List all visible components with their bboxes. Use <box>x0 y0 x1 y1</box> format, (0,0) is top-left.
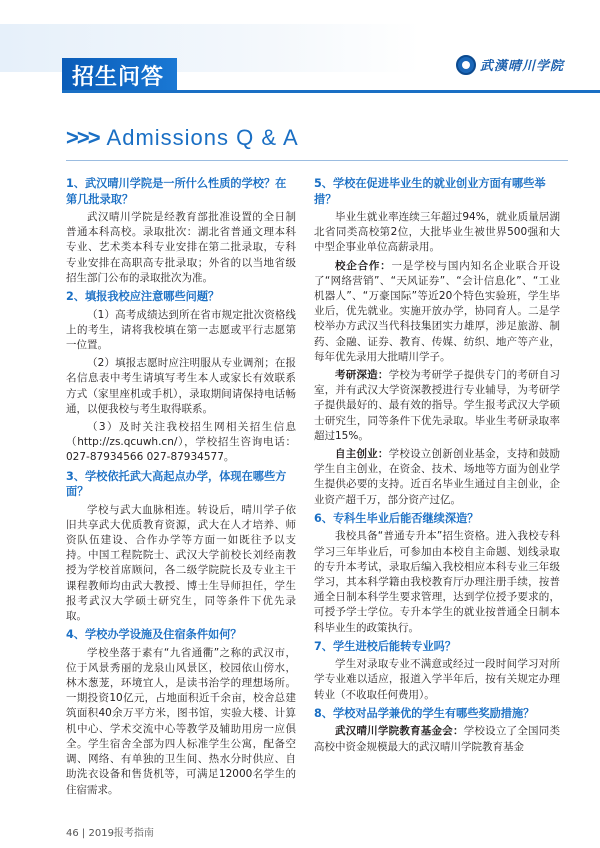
page-number: 46 <box>66 828 79 839</box>
answer-7: 学生对录取专业不满意或经过一段时间学习对所学专业难以适应，报道入学半年后，按有关规定办理转业（不收取任何费用）。 <box>314 658 560 701</box>
answer-5-keyword-2: 考研深造： <box>335 369 389 382</box>
answer-8-keyword: 武汉晴川学院教育基金会： <box>335 725 464 738</box>
question-7: 7、学生进校后能转专业吗？ <box>314 639 457 653</box>
question-5: 5、学校在促进毕业生的就业创业方面有哪些举措？ <box>314 177 546 206</box>
answer-8 <box>314 724 560 754</box>
answer-4: 学校坐落于素有“九省通衢”之称的武汉市，位于风景秀丽的龙泉山风景区，校园依山傍水，林木葱茏，环境宜人，是读书治学的理想场所。一期投资10亿元，占地面积近千余亩，校舍总建筑面积40余万平方米，图书馆，实验大楼、计算机中心、学术交流中心等教学及辅助用房一应俱全。学生宿舍全部为四人标准学生公寓，配备空调、网络、有单独的卫生间、热水分时供应、自助洗衣设备和售货机等，可满足12000名学生的住宿需求。 <box>66 646 296 796</box>
answer-5-text-4: 学校设立创新创业基金，支持和鼓励学生自主创业，在资金、技术、场地等方面为创业学生提供必要的支持。近百名毕业生通过自主创业，企业资产超千万，部分资产过亿。 <box>314 448 560 506</box>
page-title: 招生问答 <box>72 65 165 90</box>
answer-5-keyword-3: 自主创业： <box>335 448 389 461</box>
guide-name: 2019报考指南 <box>88 828 154 839</box>
question-3: 3、学校依托武大高起点办学，体现在哪些方面？ <box>66 469 287 499</box>
answer-5-text-2: 一是学校与国内知名企业联合开设了“网络营销”、“天风证券”、“会计信息化”、“工业机器人”、“万豪国际”等近20个特色实验班，学生毕业后，优先就业。实施开放办学，协同育人。二是学校举办方武汉当代科技集团实力雄厚，涉足旅游、制药、金融、证券、教育、传媒、纺织、地产等产业，每年优先录用大批晴川学子。 <box>314 259 561 363</box>
answer-2-part-1: （1）高考成绩达到所在省市规定批次资格线上的考生，请将我校填在第一志愿或平行志愿第一位置。 <box>66 308 296 351</box>
answer-3: 学校与武大血脉相连。转设后，晴川学子依旧共享武大优质教育资源，武大在人才培养、师资队伍建设、合作办学等方面一如既往予以支持。中国工程院院士、武汉大学前校长刘经南教授为学校首席顾问，各二级学院院长及专业主干课程教师均由武大教授、博士生导师担任，学生报考武汉大学硕士研究生，同等条件下优先录取。 <box>66 503 296 622</box>
answer-8-text: 学校设立了全国同类高校中资金规模最大的武汉晴川学院教育基金 <box>314 725 561 753</box>
section-title-text: Admissions Q & A <box>106 125 299 150</box>
answer-5-part-2 <box>314 259 560 365</box>
question-2: 2、填报我校应注意哪些问题？ <box>66 290 220 304</box>
footer-separator: | <box>81 828 86 839</box>
header-rule <box>62 90 600 93</box>
answer-5-part-3 <box>314 368 560 444</box>
page-footer <box>66 824 154 839</box>
question-4: 4、学校办学设施及住宿条件如何？ <box>66 628 242 642</box>
answer-6: 我校具备“普通专升本”招生资格。进入我校专科学习三年毕业后，可参加由本校自主命题、划线录取的专升本考试，录取后编入我校相应本科专业三年级学习，其本科学籍由我校教育厅办理注册手续，按普通全日制本科学生要求管理，达到学位授予要求的，可授予学士学位。专升本学生的就业按普通全日制本科毕业生的政策执行。 <box>314 530 560 634</box>
title-rule <box>66 160 568 161</box>
answer-5-keyword-1: 校企合作： <box>335 259 392 272</box>
answer-2-part-2: （2）填报志愿时应注明服从专业调剂；在报名信息表中考生请填写考生本人或家长有效联系方式（家里座机或手机），录取期间请保持电话畅通，以便我校与考生取得联系。 <box>66 357 296 415</box>
answer-1: 武汉晴川学院是经教育部批准设置的全日制普通本科高校。录取批次：湖北省普通文理本科专业、艺术类本科专业安排在第二批录取，专科专业安排在高职高专批录取；外省的以当地省级招生部门公布的录取批次为准。 <box>66 211 296 284</box>
school-logo-icon <box>456 55 476 75</box>
question-1: 1、武汉晴川学院是一所什么性质的学校？在第几批录取？ <box>66 177 287 206</box>
answer-2-part-3: （3）及时关注我校招生网相关招生信息（http://zs.qcuwh.cn/），学校招生咨询电话：027-87934566 027-87934577。 <box>66 420 296 464</box>
section-title <box>66 125 299 151</box>
arrows-icon: >>> <box>66 125 99 150</box>
answer-5-part-4 <box>314 447 560 508</box>
school-logo-text: 武漢晴川学院 <box>480 59 565 74</box>
right-column <box>314 174 560 758</box>
answer-5-text-3: 学校为考研学子提供专门的考研自习室，并有武汉大学资深教授进行专业辅导，为考研学子提供最好的、最有效的指导。学生报考武汉大学硕士研究生，同等条件下优先录取。毕业生考研录取率超过15%。 <box>314 369 560 442</box>
answer-5-part-1: 毕业生就业率连续三年超过94%，就业质量居湖北省同类高校第2位，大批毕业生被世界500强和大中型企事业单位高薪录用。 <box>314 211 560 254</box>
question-8: 8、学校对品学兼优的学生有哪些奖励措施？ <box>314 706 535 720</box>
left-column <box>66 174 296 801</box>
question-6: 6、专科生毕业后能否继续深造？ <box>314 511 479 525</box>
